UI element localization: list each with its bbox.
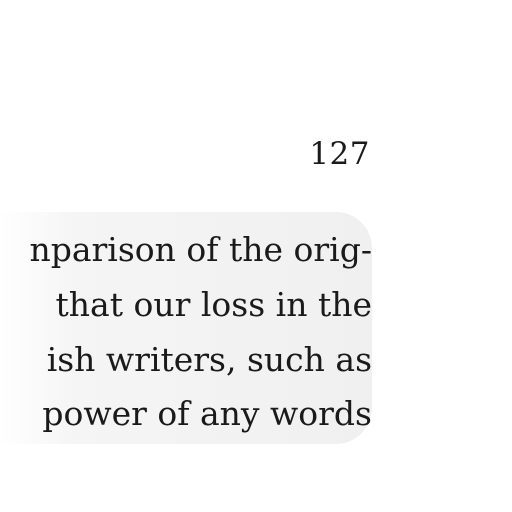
- body-text: [0, 212, 372, 444]
- text-line: ish writers, such as: [46, 340, 372, 379]
- text-line: nparison of the orig-: [29, 230, 372, 269]
- text-line: power of any words: [42, 394, 372, 433]
- text-line: that our loss in the: [55, 285, 372, 324]
- page-number: 127: [309, 136, 370, 172]
